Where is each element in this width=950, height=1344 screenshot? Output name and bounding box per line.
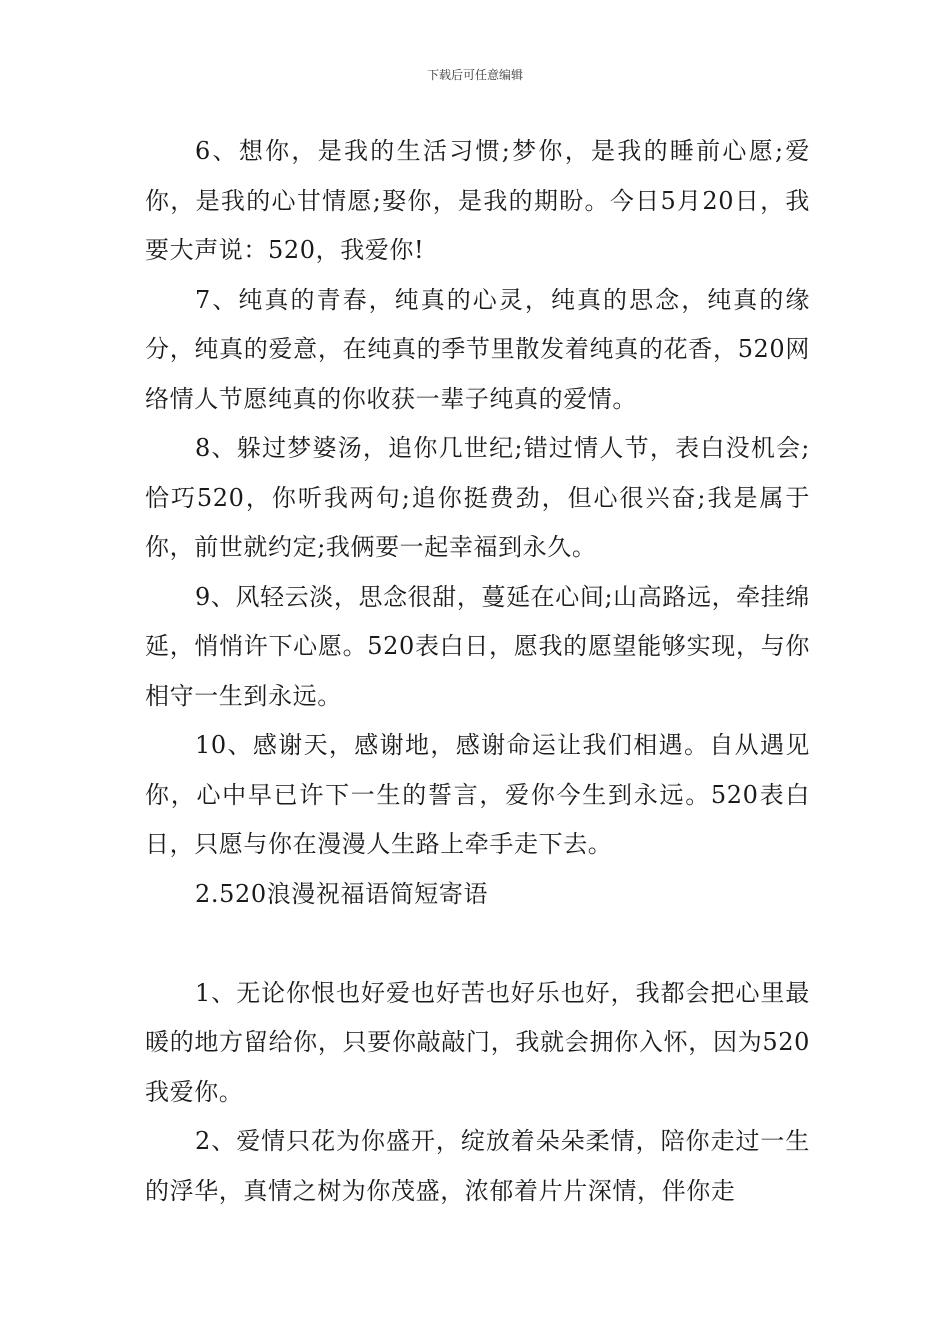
paragraph-7: 7、纯真的青春，纯真的心灵，纯真的思念，纯真的缘分，纯真的爱意，在纯真的季节里散发着纯真的花香，520网络情人节愿纯真的你收获一辈子纯真的爱情。: [145, 285, 810, 413]
paragraph-10: 10、感谢天，感谢地，感谢命运让我们相遇。自从遇见你，心中早已许下一生的誓言，爱你今生到永远。520表白日，只愿与你在漫漫人生路上牵手走下去。: [145, 731, 810, 858]
document-body: [145, 127, 810, 1216]
paragraph-8: 8、躲过梦婆汤，追你几世纪;错过情人节，表白没机会;恰巧520，你听我两句;追你挺费劲，但心很兴奋;我是属于你，前世就约定;我俩要一起幸福到永久。: [145, 434, 810, 561]
paragraph-s2-1: 1、无论你恨也好爱也好苦也好乐也好，我都会把心里最暖的地方留给你，只要你敲敲门，我就会拥你入怀，因为520我爱你。: [145, 978, 810, 1106]
page-header: 下载后可任意编辑: [426, 68, 523, 82]
paragraph-s2-2: 2、爱情只花为你盛开，绽放着朵朵柔情，陪你走过一生的浮华，真情之树为你茂盛，浓郁着片片深情，伴你走: [145, 1127, 810, 1205]
section-heading: 2.520浪漫祝福语简短寄语: [195, 879, 489, 908]
paragraph-9: 9、风轻云淡，思念很甜，蔓延在心间;山高路远，牵挂绵延，悄悄许下心愿。520表白日，愿我的愿望能够实现，与你相守一生到永远。: [145, 582, 810, 710]
paragraph-6: 6、想你，是我的生活习惯;梦你，是我的睡前心愿;爱你，是我的心甘情愿;娶你，是我的期盼。今日5月20日，我要大声说：520，我爱你!: [145, 137, 810, 264]
section-spacer: [145, 919, 810, 969]
